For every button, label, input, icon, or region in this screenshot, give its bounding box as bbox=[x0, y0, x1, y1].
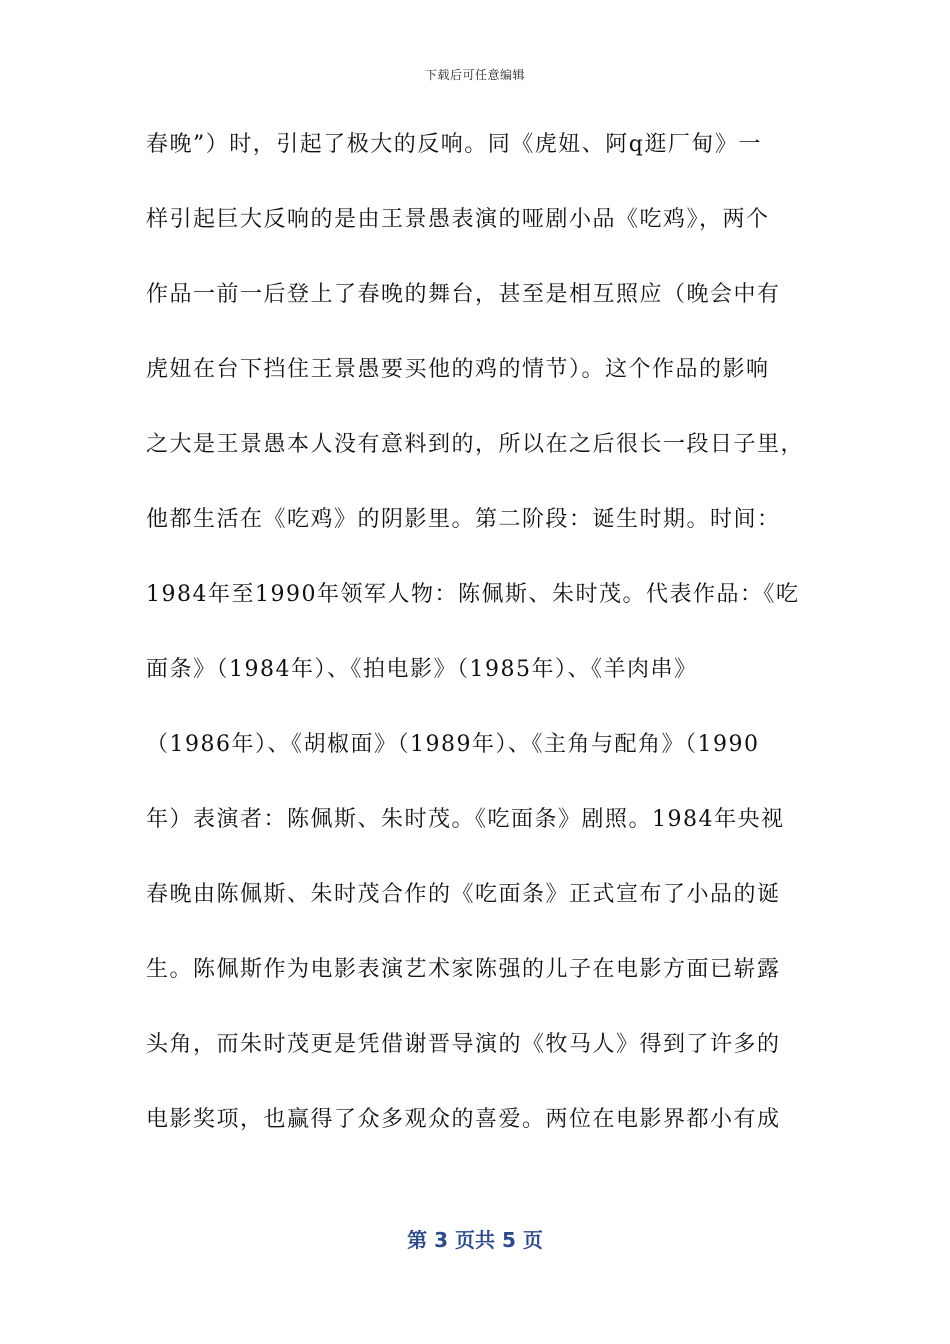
text-line: 面条》（1984年）、《拍电影》（1985年）、《羊肉串》 bbox=[146, 657, 698, 682]
text-line: 虎妞在台下挡住王景愚要买他的鸡的情节）。这个作品的影响 bbox=[146, 357, 770, 382]
text-line: 年）表演者：陈佩斯、朱时茂。《吃面条》剧照。1984年央视 bbox=[146, 807, 785, 832]
text-line: 春晚”）时，引起了极大的反响。同《虎妞、阿q逛厂甸》一 bbox=[146, 132, 762, 157]
text-line: 1984年至1990年领军人物：陈佩斯、朱时茂。代表作品：《吃 bbox=[146, 582, 800, 607]
text-line: 作品一前一后登上了春晚的舞台，甚至是相互照应（晚会中有 bbox=[146, 282, 781, 307]
text-line: 样引起巨大反响的是由王景愚表演的哑剧小品《吃鸡》，两个 bbox=[146, 207, 770, 232]
body-text bbox=[146, 125, 816, 1175]
text-line: 春晚由陈佩斯、朱时茂合作的《吃面条》正式宣布了小品的诞 bbox=[146, 882, 781, 907]
page-number-footer: 第 3 页共 5 页 bbox=[407, 1228, 543, 1252]
text-line: 电影奖项，也赢得了众多观众的喜爱。两位在电影界都小有成 bbox=[146, 1107, 781, 1132]
text-line: 头角，而朱时茂更是凭借谢晋导演的《牧马人》得到了许多的 bbox=[146, 1032, 781, 1057]
text-line: （1986年）、《胡椒面》（1989年）、《主角与配角》（1990 bbox=[146, 732, 760, 757]
text-line: 生。陈佩斯作为电影表演艺术家陈强的儿子在电影方面已崭露 bbox=[146, 957, 781, 982]
text-line: 他都生活在《吃鸡》的阴影里。第二阶段：诞生时期。时间： bbox=[146, 507, 781, 532]
page-header: 下载后可任意编辑 bbox=[424, 68, 525, 82]
text-line: 之大是王景愚本人没有意料到的，所以在之后很长一段日子里， bbox=[146, 432, 805, 457]
